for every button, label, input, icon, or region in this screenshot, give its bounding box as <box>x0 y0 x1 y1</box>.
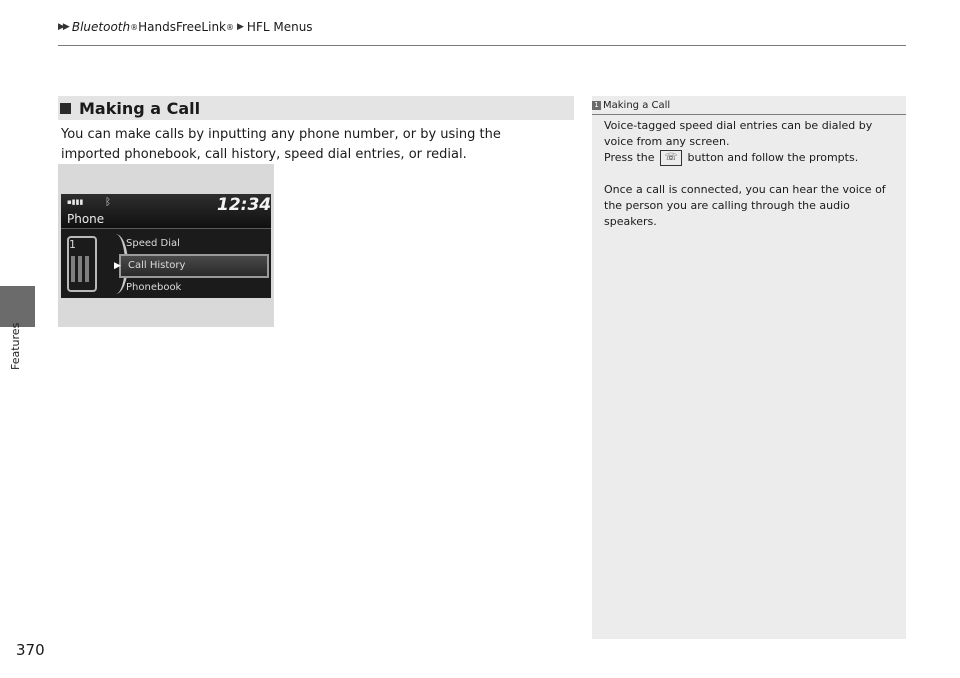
phone-screen-display <box>61 194 271 298</box>
screen-title: Phone <box>67 212 105 226</box>
menu-item-call-history-label: Call History <box>128 260 186 271</box>
screen-status-bar <box>61 194 271 229</box>
breadcrumb-arrow-icon: ▶▶ <box>58 22 68 32</box>
page-number: 370 <box>16 641 45 659</box>
note-title: Making a Call <box>603 99 671 111</box>
phone-screen-illustration <box>58 164 274 327</box>
breadcrumb-bluetooth: Bluetooth <box>71 20 131 34</box>
phone-menu <box>114 234 269 298</box>
bluetooth-icon: ᛒ <box>105 197 111 208</box>
breadcrumb-hfl-menus: HFL Menus <box>246 20 313 34</box>
selection-arrow-icon: ▶ <box>114 261 121 271</box>
side-chapter-label: Features <box>9 322 22 370</box>
section-square-icon <box>60 103 71 114</box>
menu-item-phonebook[interactable]: Phonebook <box>126 282 182 293</box>
note-paragraph-3: Once a call is connected, you can hear the voice of the person you are calling through the audio speakers. <box>604 183 886 228</box>
note-marker: 1 <box>592 101 601 110</box>
note-paragraph-2-end: button and follow the prompts. <box>687 151 859 164</box>
breadcrumb <box>58 20 313 34</box>
note-paragraph-2 <box>604 150 896 166</box>
phone-number-label: 1 <box>69 238 76 251</box>
menu-item-call-history[interactable] <box>114 254 269 278</box>
section-title: Making a Call <box>79 98 201 118</box>
breadcrumb-separator-icon: ▶ <box>237 22 244 32</box>
keypad-icon <box>71 256 91 282</box>
header-divider <box>58 45 906 46</box>
note-paragraph-1: Voice-tagged speed dial entries can be dialed by voice from any screen. <box>604 119 873 148</box>
note-paragraph-2-start: Press the <box>604 151 655 164</box>
breadcrumb-handsfreelink: HandsFreeLink <box>138 20 226 34</box>
breadcrumb-reg-mark: ® <box>130 22 139 32</box>
section-intro-text: You can make calls by inputting any phone number, or by using the imported phonebook, call history, speed dial entries, or redial. <box>61 127 501 162</box>
side-note-box <box>592 96 906 639</box>
note-body <box>604 118 896 246</box>
talk-button-icon: ☏ <box>660 150 682 166</box>
screen-clock: 12:34 <box>217 195 272 215</box>
section-heading <box>58 96 574 120</box>
note-heading <box>592 96 906 115</box>
breadcrumb-reg-mark-2: ® <box>226 22 234 32</box>
signal-strength-icon: ▪▮▮▮ <box>67 198 84 206</box>
menu-item-speed-dial[interactable]: Speed Dial <box>126 238 180 249</box>
